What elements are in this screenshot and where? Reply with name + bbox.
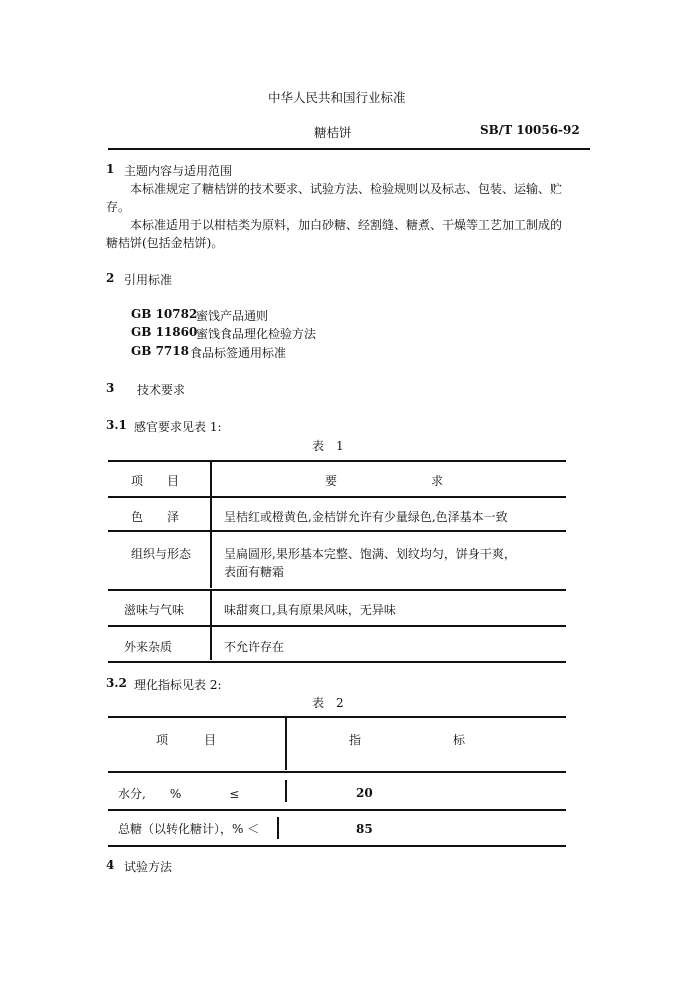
- table-1-row-item: 外来杂质: [124, 640, 173, 654]
- section-3-heading: 技术要求: [137, 383, 186, 397]
- standard-code: SB/T 10056-92: [480, 123, 580, 137]
- table-1-top-rule: [108, 460, 566, 462]
- section-2-number: 2: [106, 271, 115, 285]
- section-4-number: 4: [106, 858, 115, 872]
- table-1-row-req: 味甜爽口,具有原果风味，无异味: [224, 603, 396, 617]
- section-4-heading: 试验方法: [124, 860, 173, 874]
- section-1-para2-line2: 糖桔饼(包括金桔饼)。: [106, 236, 224, 250]
- table-1-header-rule: [108, 496, 566, 498]
- table-1-row-rule: [108, 530, 566, 532]
- table-1-divider: [210, 591, 212, 625]
- table-1-row-req: 呈桔红或橙黄色,金桔饼允许有少量绿色,色泽基本一致: [224, 510, 508, 524]
- table-2-divider: [277, 817, 279, 839]
- section-1-number: 1: [106, 162, 115, 176]
- subsection-3-1-heading: 感官要求见表 1:: [134, 420, 222, 434]
- header-rule: [108, 148, 590, 150]
- table-1-row-rule: [108, 625, 566, 627]
- table-1-row-req: 表面有糖霜: [224, 565, 285, 579]
- section-3-number: 3: [106, 381, 115, 395]
- reference-code: GB 10782: [131, 307, 198, 321]
- table-2-row-value: 85: [356, 822, 373, 836]
- section-1-para2-line1: 本标准适用于以柑桔类为原料，加白砂糖、经割缝、糖煮、干燥等工艺加工制成的: [130, 218, 563, 232]
- table-2-divider: [285, 780, 287, 802]
- reference-name: 蜜饯产品通则: [196, 309, 269, 323]
- subsection-3-1-number: 3.1: [106, 418, 127, 432]
- table-2-row-item: 总糖（以转化糖计），% ＜: [118, 822, 260, 836]
- reference-name: 蜜饯食品理化检验方法: [196, 327, 317, 341]
- table-1-row-req: 不允许存在: [224, 640, 285, 654]
- section-1-para1-line2: 存。: [106, 200, 131, 214]
- table-2-header-idx-b: 标: [453, 733, 466, 747]
- table-2-divider: [285, 718, 287, 770]
- table-1-bottom-rule: [108, 661, 566, 663]
- subsection-3-2-heading: 理化指标见表 2:: [134, 678, 222, 692]
- table-2-bottom-rule: [108, 845, 566, 847]
- table-2-top-rule: [108, 716, 566, 718]
- table-1-divider: [210, 532, 212, 588]
- table-2-row-value: 20: [356, 786, 373, 800]
- reference-name: 食品标签通用标准: [190, 346, 287, 360]
- table-1-row-item: 滋味与气味: [124, 603, 185, 617]
- standard-org-title: 中华人民共和国行业标准: [268, 90, 406, 105]
- table-2-header-rule: [108, 771, 566, 773]
- table-2-row-rule: [108, 809, 566, 811]
- table-2-caption: 表 2: [312, 696, 344, 710]
- table-1-header-req-b: 求: [431, 474, 444, 488]
- table-1-header-item: 项 目: [131, 474, 180, 488]
- table-1-row-rule: [108, 589, 566, 591]
- table-1-divider: [210, 498, 212, 530]
- table-1-caption: 表 1: [312, 439, 344, 453]
- table-1-divider: [210, 627, 212, 660]
- section-1-para1-line1: 本标准规定了糖桔饼的技术要求、试验方法、检验规则以及标志、包装、运输、贮: [130, 182, 563, 196]
- table-1-row-item: 色 泽: [131, 510, 180, 524]
- table-2-header-item: 项 目: [156, 733, 217, 747]
- table-1-header-req-a: 要: [325, 474, 338, 488]
- table-1-divider: [210, 462, 212, 496]
- document-title: 糖桔饼: [314, 125, 352, 140]
- reference-code: GB 7718: [131, 344, 189, 358]
- section-1-heading: 主题内容与适用范围: [124, 164, 233, 178]
- table-2-row-item: 水分, % ≤: [118, 787, 240, 801]
- reference-code: GB 11860: [131, 325, 198, 339]
- table-1-row-req: 呈扁圆形,果形基本完整、饱满、划纹均匀，饼身干爽，: [224, 547, 516, 561]
- section-2-heading: 引用标准: [124, 273, 173, 287]
- table-1-row-item: 组织与形态: [131, 547, 192, 561]
- subsection-3-2-number: 3.2: [106, 676, 127, 690]
- table-2-header-idx-a: 指: [349, 733, 362, 747]
